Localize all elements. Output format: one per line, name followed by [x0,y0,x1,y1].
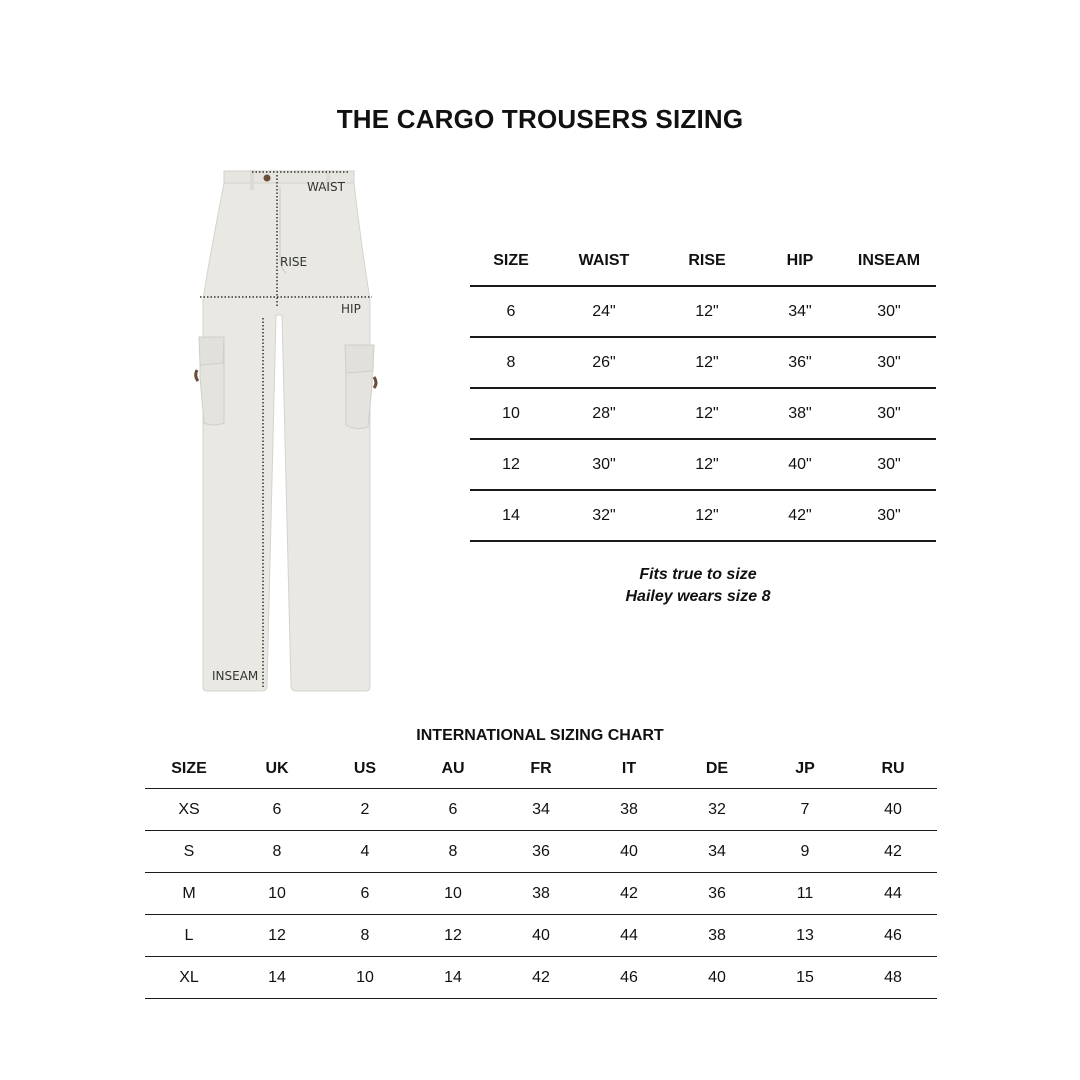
table-row [470,337,936,388]
inseam-cell: 30" [842,388,936,439]
us-cell: 2 [321,789,409,831]
de-cell: 32 [673,789,761,831]
ru-cell: 42 [849,831,937,873]
waist-cell: 26" [552,337,656,388]
hip-cell: 34" [758,286,842,337]
size-cell: XL [145,957,233,999]
au-cell: 6 [409,789,497,831]
size-cell: 6 [470,286,552,337]
de-cell: 40 [673,957,761,999]
measurements-table [470,236,936,542]
column-header-inseam: INSEAM [842,236,936,286]
fr-cell: 42 [497,957,585,999]
waist-label: WAIST [307,180,345,194]
hip-label: HIP [341,302,361,316]
column-header-it: IT [585,750,673,789]
au-cell: 10 [409,873,497,915]
table-row [145,789,937,831]
measurements-header-row [470,236,936,286]
table-row [470,286,936,337]
uk-cell: 12 [233,915,321,957]
uk-cell: 10 [233,873,321,915]
table-row [145,873,937,915]
jp-cell: 13 [761,915,849,957]
column-header-size: SIZE [145,750,233,789]
table-row [470,490,936,541]
de-cell: 34 [673,831,761,873]
fr-cell: 38 [497,873,585,915]
us-cell: 4 [321,831,409,873]
column-header-fr: FR [497,750,585,789]
size-cell: L [145,915,233,957]
right-pocket-ring [374,377,376,388]
inseam-label: INSEAM [212,669,259,683]
jp-cell: 9 [761,831,849,873]
inseam-cell: 30" [842,337,936,388]
table-row [145,957,937,999]
hip-cell: 36" [758,337,842,388]
ru-cell: 44 [849,873,937,915]
waist-cell: 32" [552,490,656,541]
it-cell: 40 [585,831,673,873]
rise-cell: 12" [656,286,758,337]
uk-cell: 6 [233,789,321,831]
fit-notes [470,564,926,608]
table-row [470,388,936,439]
us-cell: 10 [321,957,409,999]
international-chart-title: INTERNATIONAL SIZING CHART [416,727,664,744]
waist-cell: 24" [552,286,656,337]
ru-cell: 46 [849,915,937,957]
table-row [145,915,937,957]
inseam-cell: 30" [842,490,936,541]
size-cell: 14 [470,490,552,541]
column-header-de: DE [673,750,761,789]
de-cell: 36 [673,873,761,915]
rise-cell: 12" [656,490,758,541]
au-cell: 12 [409,915,497,957]
us-cell: 6 [321,873,409,915]
rise-label: RISE [280,255,308,269]
it-cell: 44 [585,915,673,957]
page-title: THE CARGO TROUSERS SIZING [336,104,744,134]
size-cell: S [145,831,233,873]
table-row [145,831,937,873]
fr-cell: 34 [497,789,585,831]
column-header-hip: HIP [758,236,842,286]
waist-cell: 28" [552,388,656,439]
us-cell: 8 [321,915,409,957]
size-cell: M [145,873,233,915]
inseam-cell: 30" [842,286,936,337]
size-cell: 12 [470,439,552,490]
left-pocket-ring [196,370,198,381]
left-pocket-flap [199,337,224,365]
column-header-au: AU [409,750,497,789]
it-cell: 42 [585,873,673,915]
ru-cell: 48 [849,957,937,999]
waist-cell: 30" [552,439,656,490]
jp-cell: 7 [761,789,849,831]
au-cell: 14 [409,957,497,999]
column-header-waist: WAIST [552,236,656,286]
jp-cell: 11 [761,873,849,915]
column-header-rise: RISE [656,236,758,286]
rise-cell: 12" [656,388,758,439]
trousers-button [264,175,271,182]
inseam-cell: 30" [842,439,936,490]
fr-cell: 36 [497,831,585,873]
rise-cell: 12" [656,439,758,490]
jp-cell: 15 [761,957,849,999]
hip-cell: 38" [758,388,842,439]
column-header-size: SIZE [470,236,552,286]
international-sizing-table [145,750,937,999]
column-header-ru: RU [849,750,937,789]
ru-cell: 40 [849,789,937,831]
international-header-row [145,750,937,789]
de-cell: 38 [673,915,761,957]
fr-cell: 40 [497,915,585,957]
hip-cell: 40" [758,439,842,490]
column-header-jp: JP [761,750,849,789]
it-cell: 46 [585,957,673,999]
size-cell: 8 [470,337,552,388]
column-header-uk: UK [233,750,321,789]
fit-note-model-size: Hailey wears size 8 [625,588,771,605]
trousers-belt-loop [250,170,254,190]
right-pocket-flap [345,345,374,373]
uk-cell: 14 [233,957,321,999]
fit-note-true-to-size: Fits true to size [639,566,757,583]
table-row [470,439,936,490]
hip-cell: 42" [758,490,842,541]
it-cell: 38 [585,789,673,831]
rise-cell: 12" [656,337,758,388]
size-cell: XS [145,789,233,831]
au-cell: 8 [409,831,497,873]
trousers-illustration [190,165,390,695]
uk-cell: 8 [233,831,321,873]
column-header-us: US [321,750,409,789]
size-cell: 10 [470,388,552,439]
